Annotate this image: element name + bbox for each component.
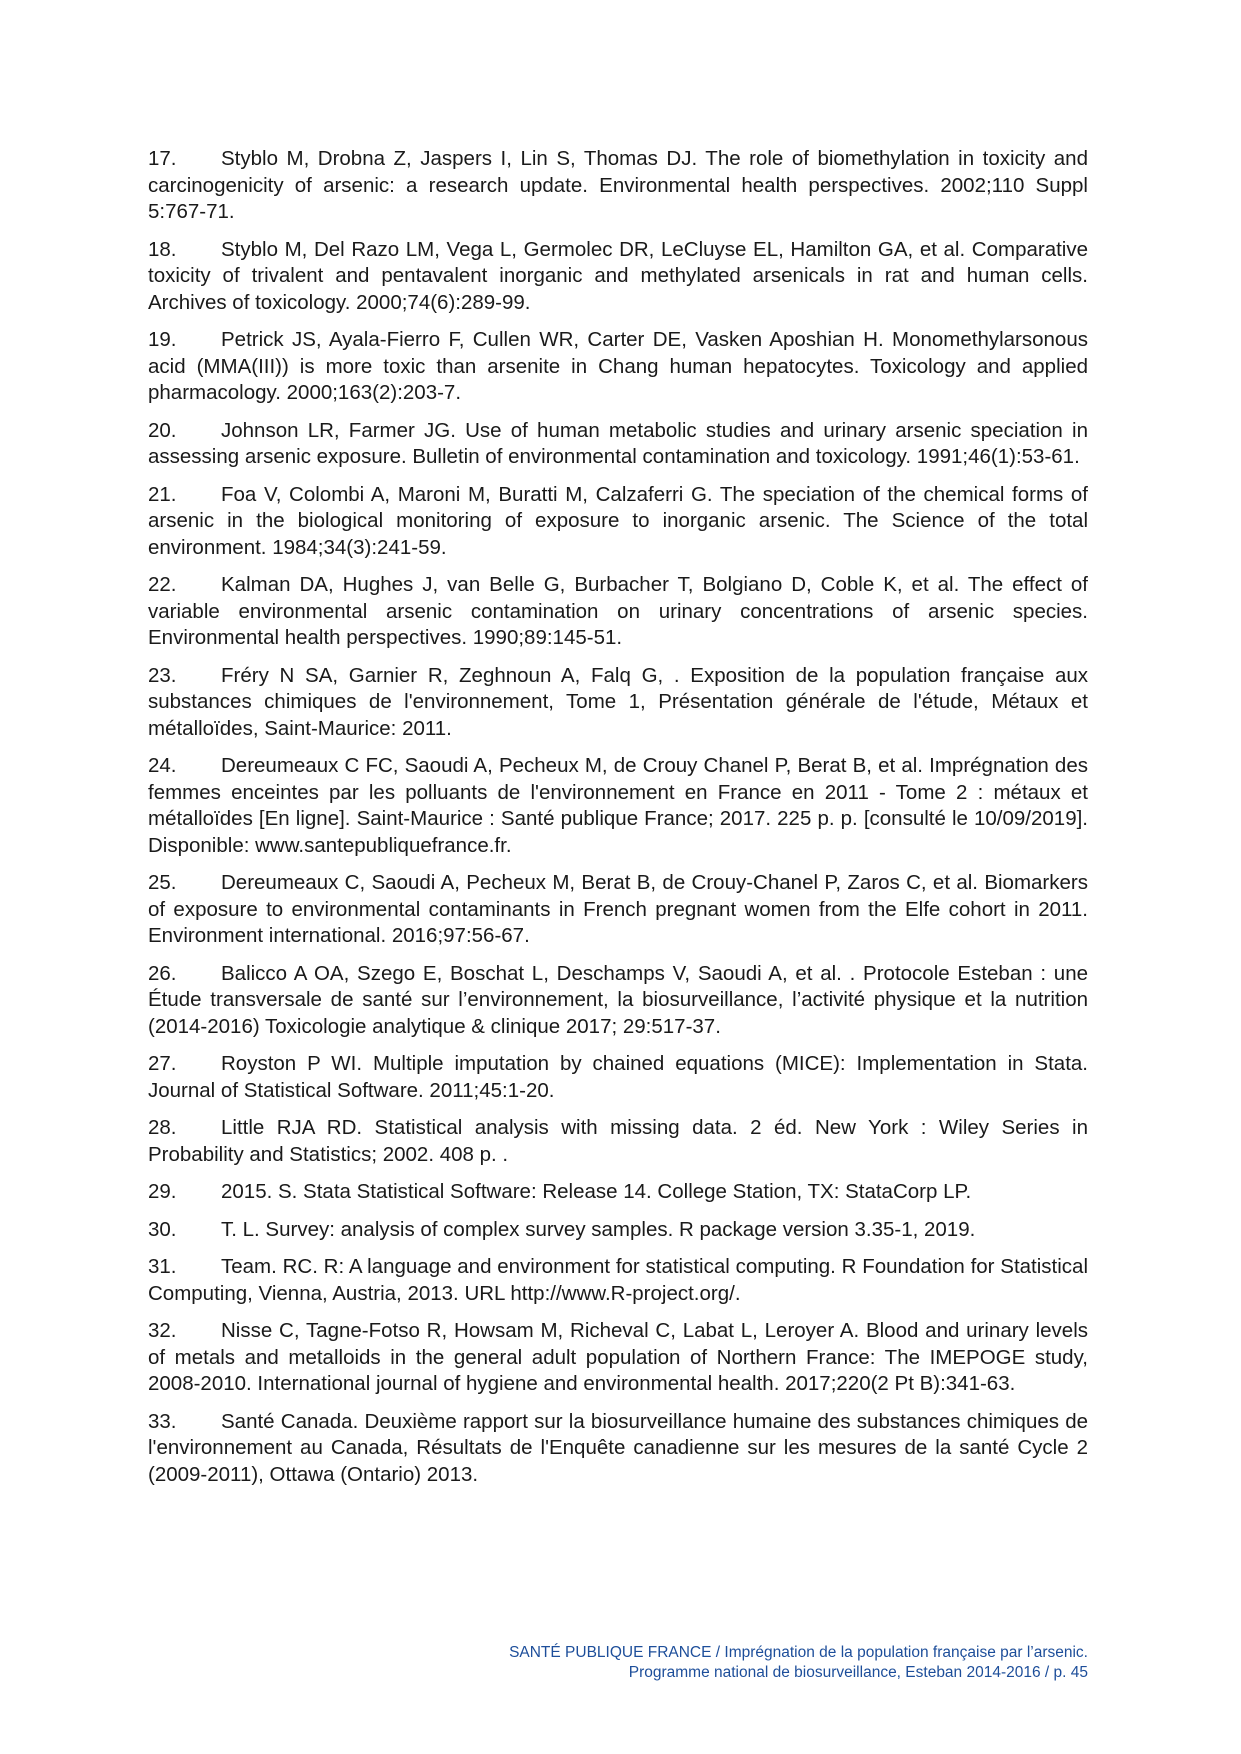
reference-item bbox=[148, 1217, 1088, 1244]
reference-number: 32. bbox=[148, 1319, 177, 1342]
reference-item bbox=[148, 961, 1088, 1041]
reference-number: 17. bbox=[148, 147, 177, 170]
reference-item bbox=[148, 663, 1088, 743]
reference-item bbox=[148, 1318, 1088, 1398]
reference-item bbox=[148, 870, 1088, 950]
reference-text: Petrick JS, Ayala-Fierro F, Cullen WR, Carter DE, Vasken Aposhian H. Monomethylarsonous acid (MMA(III)) is more toxic than arsenite in Chang human hepatocytes. Toxicology and applied pharmacology. 2000;163(2):203-7. bbox=[148, 328, 1088, 404]
reference-text: 2015. S. Stata Statistical Software: Release 14. College Station, TX: StataCorp LP. bbox=[221, 1180, 972, 1203]
reference-text: Styblo M, Drobna Z, Jaspers I, Lin S, Thomas DJ. The role of biomethylation in toxicity and carcinogenicity of arsenic: a research update. Environmental health perspectives. 2002;110 Suppl 5:767-71. bbox=[148, 147, 1088, 223]
reference-text: Santé Canada. Deuxième rapport sur la biosurveillance humaine des substances chimiques de l'environnement au Canada, Résultats de l'Enquête canadienne sur les mesures de la santé Cycle 2 (2009-2011), Ottawa (Ontario) 2013. bbox=[148, 1409, 1088, 1486]
reference-text: Balicco A OA, Szego E, Boschat L, Deschamps V, Saoudi A, et al. . Protocole Esteban : une Étude transversale de santé sur l’environnement, la biosurveillance, l’activité physique et la nutrition (2014-2016) Toxicologie analytique & clinique 2017; 29:517-37. bbox=[148, 961, 1088, 1038]
reference-item bbox=[148, 1051, 1088, 1104]
reference-number: 21. bbox=[148, 482, 177, 506]
reference-item bbox=[148, 1409, 1088, 1489]
reference-list bbox=[148, 146, 1088, 1499]
reference-number: 18. bbox=[148, 237, 177, 261]
reference-number: 23. bbox=[148, 663, 177, 687]
reference-text: Dereumeaux C FC, Saoudi A, Pecheux M, de Crouy Chanel P, Berat B, et al. Imprégnation des femmes enceintes par les polluants de l'environnement en France en 2011 - Tome 2 : métaux et métalloïdes [En ligne]. Saint-Maurice : Santé publique France; 2017. 225 p. p. [consulté le 10/09/2019]. Disponible: www.santepubliquefrance.fr. bbox=[148, 754, 1088, 857]
footer-line-title: SANTÉ PUBLIQUE FRANCE / Imprégnation de la population française par l’arsenic. bbox=[509, 1644, 1088, 1661]
reference-item bbox=[148, 327, 1088, 407]
reference-item bbox=[148, 1254, 1088, 1307]
reference-item bbox=[148, 482, 1088, 562]
reference-text: Little RJA RD. Statistical analysis with missing data. 2 éd. New York : Wiley Series in Probability and Statistics; 2002. 408 p. . bbox=[148, 1116, 1088, 1166]
reference-item bbox=[148, 418, 1088, 471]
reference-item bbox=[148, 146, 1088, 226]
reference-text: Johnson LR, Farmer JG. Use of human metabolic studies and urinary arsenic speciation in assessing arsenic exposure. Bulletin of environmental contamination and toxicology. 1991;46(1):53-61. bbox=[148, 418, 1088, 468]
reference-number: 25. bbox=[148, 871, 177, 894]
reference-number: 22. bbox=[148, 573, 177, 596]
reference-text: Fréry N SA, Garnier R, Zeghnoun A, Falq G, . Exposition de la population française aux substances chimiques de l'environnement, Tome 1, Présentation générale de l'étude, Métaux et métalloïdes, Saint-Maurice: 2011. bbox=[148, 663, 1088, 740]
reference-number: 33. bbox=[148, 1409, 177, 1433]
reference-text: Dereumeaux C, Saoudi A, Pecheux M, Berat B, de Crouy-Chanel P, Zaros C, et al. Biomarkers of exposure to environmental contaminants in French pregnant women from the Elfe cohort in 2011. Environment international. 2016;97:56-67. bbox=[148, 871, 1088, 947]
reference-number: 31. bbox=[148, 1255, 177, 1278]
reference-text: Foa V, Colombi A, Maroni M, Buratti M, Calzaferri G. The speciation of the chemical forms of arsenic in the biological monitoring of exposure to inorganic arsenic. The Science of the total environment. 1984;34(3):241-59. bbox=[148, 482, 1088, 559]
reference-number: 27. bbox=[148, 1052, 177, 1075]
reference-text: T. L. Survey: analysis of complex survey samples. R package version 3.35-1, 2019. bbox=[221, 1217, 976, 1241]
reference-text: Kalman DA, Hughes J, van Belle G, Burbacher T, Bolgiano D, Coble K, et al. The effect of variable environmental arsenic contamination on urinary concentrations of arsenic species. Environmental health perspectives. 1990;89:145-51. bbox=[148, 573, 1088, 649]
reference-number: 19. bbox=[148, 328, 177, 351]
reference-text: Team. RC. R: A language and environment for statistical computing. R Foundation for Statistical Computing, Vienna, Austria, 2013. URL http://www.R-project.org/. bbox=[148, 1255, 1088, 1305]
reference-number: 20. bbox=[148, 418, 177, 442]
reference-item bbox=[148, 1115, 1088, 1168]
reference-number: 29. bbox=[148, 1180, 177, 1203]
reference-item bbox=[148, 1179, 1088, 1206]
reference-number: 24. bbox=[148, 754, 177, 777]
reference-text: Nisse C, Tagne-Fotso R, Howsam M, Richeval C, Labat L, Leroyer A. Blood and urinary levels of metals and metalloids in the general adult population of Northern France: The IMEPOGE study, 2008-2010. International journal of hygiene and environmental health. 2017;220(2 Pt B):341-63. bbox=[148, 1319, 1088, 1395]
reference-number: 26. bbox=[148, 961, 177, 985]
footer-line-program: Programme national de biosurveillance, Esteban 2014-2016 / p. 45 bbox=[628, 1664, 1088, 1681]
reference-number: 30. bbox=[148, 1217, 177, 1241]
reference-item bbox=[148, 572, 1088, 652]
reference-number: 28. bbox=[148, 1116, 177, 1139]
page-footer bbox=[509, 1643, 1088, 1683]
reference-item bbox=[148, 753, 1088, 859]
reference-text: Styblo M, Del Razo LM, Vega L, Germolec DR, LeCluyse EL, Hamilton GA, et al. Comparative toxicity of trivalent and pentavalent inorganic and methylated arsenicals in rat and human cells. Archives of toxicology. 2000;74(6):289-99. bbox=[148, 237, 1088, 314]
reference-text: Royston P WI. Multiple imputation by chained equations (MICE): Implementation in Stata. Journal of Statistical Software. 2011;45:1-20. bbox=[148, 1052, 1088, 1102]
reference-item bbox=[148, 237, 1088, 317]
